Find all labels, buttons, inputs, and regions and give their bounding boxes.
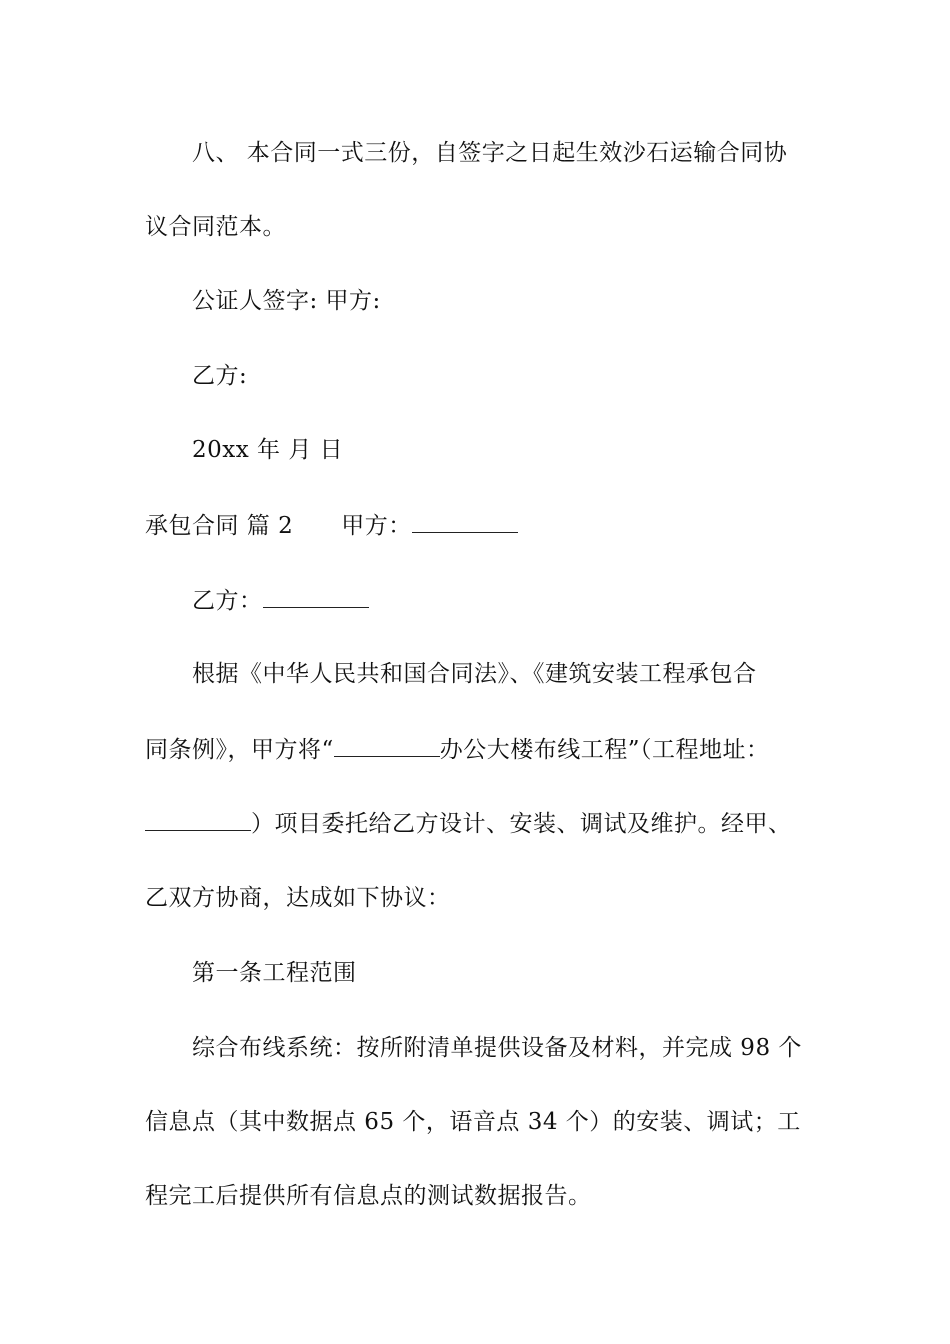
basis-line-1 — [192, 659, 825, 689]
scope-text-1: 综合布线系统：按所附清单提供设备及材料，并完成 98 个 — [192, 1035, 802, 1061]
basis-text-2a: 同条例》，甲方将“ — [145, 737, 334, 763]
clause-eight-text: 八、 本合同一式三份，自签字之日起生效沙石运输合同协 — [192, 140, 788, 166]
notary-signature-label: 公证人签字: 甲方: — [192, 288, 381, 314]
party-b-blank — [263, 585, 369, 608]
date-text: 20xx 年 月 日 — [192, 437, 344, 463]
basis-text-4: 乙双方协商，达成如下协议： — [145, 885, 451, 911]
party-b-label: 乙方： — [192, 588, 263, 614]
scope-text-2: 信息点（其中数据点 65 个，语音点 34 个）的安装、调试；工 — [145, 1109, 801, 1135]
party-b-signature-line — [192, 361, 825, 391]
party-a-blank — [412, 510, 518, 533]
scope-line-2 — [145, 1107, 825, 1137]
basis-line-2 — [145, 734, 825, 765]
clause-eight-text-cont: 议合同范本。 — [145, 214, 286, 240]
party-a-label: 甲方： — [341, 513, 412, 539]
date-line — [192, 435, 825, 465]
project-name-blank — [334, 734, 440, 757]
clause-eight-line-2 — [145, 212, 825, 242]
basis-text-1: 根据《中华人民共和国合同法》、《建筑安装工程承包合 — [192, 661, 757, 687]
article-one-heading: 第一条工程范围 — [192, 960, 357, 986]
project-address-blank — [145, 808, 251, 831]
basis-line-4 — [145, 883, 825, 913]
basis-text-3: ）项目委托给乙方设计、安装、调试及维护。经甲、 — [251, 811, 792, 837]
scope-line-1 — [192, 1033, 825, 1063]
clause-eight-line-1 — [192, 138, 825, 168]
article-one-heading-line — [192, 958, 825, 988]
contract-heading-line — [145, 510, 825, 541]
notary-signature-line — [192, 286, 825, 316]
basis-text-2b: 办公大楼布线工程”（工程地址： — [439, 737, 770, 763]
contract-title: 承包合同 篇 2 — [145, 513, 294, 539]
scope-text-3: 程完工后提供所有信息点的测试数据报告。 — [145, 1183, 592, 1209]
scope-line-3 — [145, 1181, 825, 1211]
party-b-line — [192, 585, 825, 616]
party-b-signature-label: 乙方: — [192, 363, 248, 389]
basis-line-3 — [145, 808, 825, 839]
